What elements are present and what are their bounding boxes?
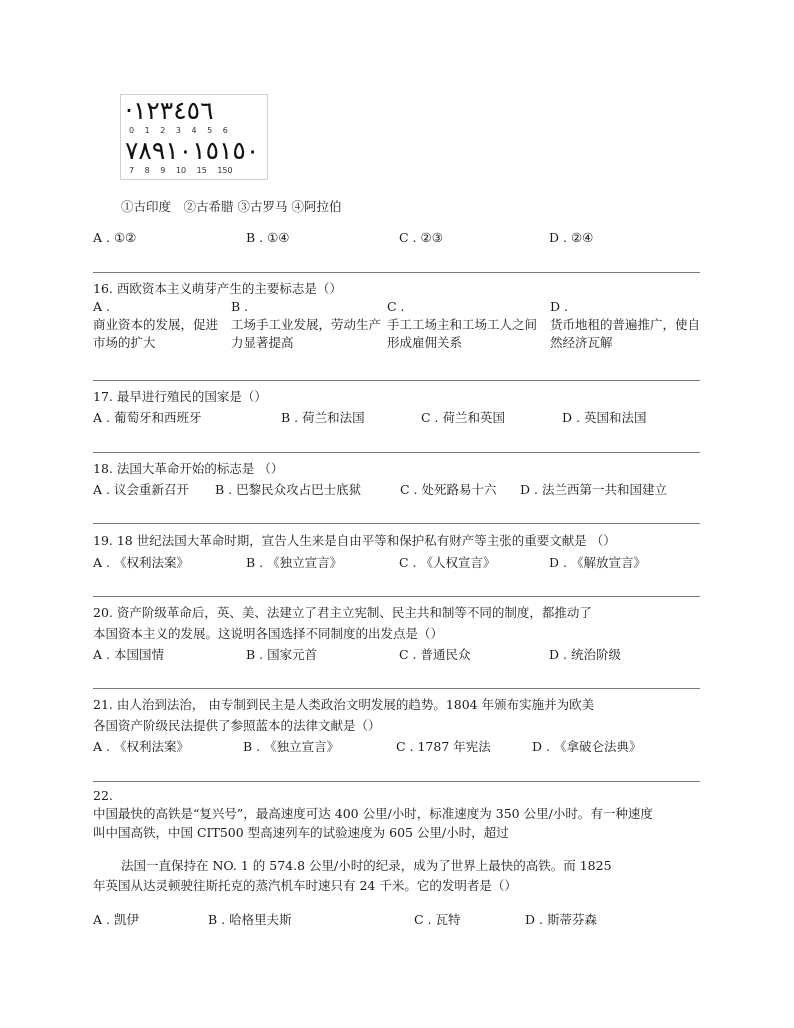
q18-stem: 18. 法国大革命开始的标志是 （）: [93, 461, 284, 476]
q18-option-c[interactable]: C . 处死路易十六: [400, 482, 497, 497]
divider: [93, 596, 700, 597]
western-numerals-row-1: 0 1 2 3 4 5 6: [129, 126, 228, 135]
divider: [93, 452, 700, 453]
q21-option-c[interactable]: C . 1787 年宪法: [396, 739, 491, 754]
divider: [93, 688, 700, 689]
q20-option-c[interactable]: C . 普通民众: [399, 647, 471, 662]
q19-option-a[interactable]: A . 《权利法案》: [93, 555, 189, 570]
q16-option-d-text: 货币地租的普遍推广，使自然经济瓦解: [550, 317, 701, 350]
q22-line-4: 年英国从达灵顿驶往斯托克的蒸汽机车时速只有 24 千米。它的发明者是（）: [93, 878, 517, 893]
q17-option-a[interactable]: A . 葡萄牙和西班牙: [93, 410, 202, 425]
q19-option-b[interactable]: B . 《独立宣言》: [246, 555, 343, 570]
q15-option-d[interactable]: D . ②④: [549, 230, 594, 245]
q16-option-a-text: 商业资本的发展，促进市场的扩大: [93, 317, 219, 350]
divider: [93, 272, 700, 273]
divider: [93, 380, 700, 381]
q17-stem: 17. 最早进行殖民的国家是（）: [93, 389, 267, 404]
arabic-numerals-row-1: ·١٢٣٤٥٦: [125, 96, 214, 125]
q22-option-d[interactable]: D . 斯蒂芬森: [525, 912, 597, 927]
q16-option-c[interactable]: [387, 298, 538, 352]
q22-line-3: 法国一直保持在 NO. 1 的 574.8 公里/小时的纪录，成为了世界上最快的高铁。而 1825: [121, 858, 612, 873]
q19-stem: 19. 18 世纪法国大革命时期，宣告人生来是自由平等和保护私有财产等主张的重要文献是 （）: [93, 533, 616, 548]
q20-option-b[interactable]: B . 国家元首: [246, 647, 318, 662]
q15-option-a[interactable]: A . ①②: [93, 230, 137, 245]
q16-option-c-text: 手工工场主和工场工人之间形成雇佣关系: [387, 317, 538, 350]
divider: [93, 781, 700, 782]
q16-option-a-letter: A .: [93, 299, 110, 314]
q19-option-c[interactable]: C . 《人权宣言》: [399, 555, 496, 570]
q16-option-c-letter: C .: [387, 299, 405, 314]
arabic-numerals-row-2: ٧٨٩١٠١٥١٥٠: [125, 136, 260, 165]
western-numerals-row-2: 7 8 9 10 15 150: [129, 166, 233, 175]
q22-line-1: 中国最快的高铁是“复兴号”，最高速度可达 400 公里/小时，标准速度为 350 公里/小时。有一种速度: [93, 806, 653, 821]
q19-option-d[interactable]: D . 《解放宣言》: [549, 555, 646, 570]
q15-option-b[interactable]: B . ①④: [246, 230, 290, 245]
q20-stem-line-1: 20. 资产阶级革命后，英、美、法建立了君主立宪制、民主共和制等不同的制度，都推动了: [93, 605, 592, 620]
q21-option-b[interactable]: B . 《独立宣言》: [243, 739, 340, 754]
q16-option-d[interactable]: [550, 298, 702, 352]
q22-option-a[interactable]: A . 凯伊: [93, 912, 139, 927]
numerals-image: [120, 94, 268, 180]
q22-option-b[interactable]: B . 哈格里夫斯: [208, 912, 292, 927]
q16-option-a[interactable]: [93, 298, 221, 352]
q20-stem-line-2: 本国资本主义的发展。这说明各国选择不同制度的出发点是（）: [93, 626, 444, 641]
q18-option-a[interactable]: A . 议会重新召开: [93, 482, 189, 497]
q20-option-d[interactable]: D . 统治阶级: [549, 647, 621, 662]
q15-choices-line: ①古印度 ②古希腊 ③古罗马 ④阿拉伯: [121, 199, 342, 214]
q16-option-b-letter: B .: [231, 299, 249, 314]
q22-line-2: 叫中国高铁，中国 CIT500 型高速列车的试验速度为 605 公里/小时，超过: [93, 825, 509, 840]
q18-option-d[interactable]: D . 法兰西第一共和国建立: [520, 482, 667, 497]
q20-option-a[interactable]: A . 本国国情: [93, 647, 164, 662]
q16-option-d-letter: D .: [550, 299, 568, 314]
q18-option-b[interactable]: B . 巴黎民众攻占巴士底狱: [215, 482, 362, 497]
q22-number: 22.: [93, 788, 113, 803]
q21-option-d[interactable]: D . 《拿破仑法典》: [532, 739, 642, 754]
q17-option-c[interactable]: C . 荷兰和英国: [421, 410, 505, 425]
q17-option-d[interactable]: D . 英国和法国: [562, 410, 647, 425]
divider: [93, 523, 700, 524]
q22-option-c[interactable]: C . 瓦特: [414, 912, 461, 927]
q21-option-a[interactable]: A . 《权利法案》: [93, 739, 189, 754]
q15-option-c[interactable]: C . ②③: [399, 230, 443, 245]
q16-option-b[interactable]: [231, 298, 382, 352]
q16-option-b-text: 工场手工业发展，劳动生产力显著提高: [231, 317, 382, 350]
q21-stem-line-1: 21. 由人治到法治， 由专制到民主是人类政治文明发展的趋势。1804 年颁布实施并为欧美: [93, 697, 595, 712]
q21-stem-line-2: 各国资产阶级民法提供了参照蓝本的法律文献是（）: [93, 718, 381, 733]
q16-stem: 16. 西欧资本主义萌芽产生的主要标志是（）: [93, 281, 342, 296]
q17-option-b[interactable]: B . 荷兰和法国: [281, 410, 365, 425]
